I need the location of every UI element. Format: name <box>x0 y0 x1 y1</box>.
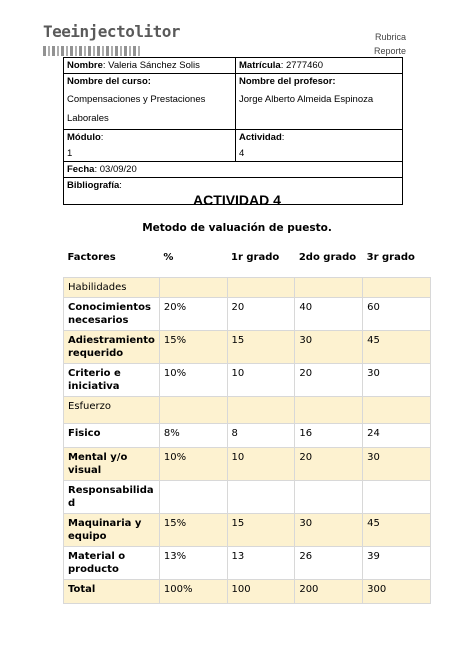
header-reporte: Reporte <box>373 46 406 56</box>
row-percent <box>159 397 227 424</box>
row-grado-2 <box>295 481 363 514</box>
curso-cell <box>64 74 236 130</box>
row-factor: Total <box>64 580 160 604</box>
modulo-colon: : <box>100 132 104 143</box>
bibliografia-colon: : <box>119 180 122 191</box>
table-row <box>64 448 431 481</box>
profesor-cell <box>236 74 403 130</box>
table-row <box>64 481 431 514</box>
row-grado-3: 24 <box>363 424 431 448</box>
header-rubrica: Rubrica <box>374 32 406 42</box>
table-row <box>64 547 431 580</box>
row-grado-1: 10 <box>227 364 295 397</box>
modulo-value: 1 <box>67 148 73 159</box>
row-grado-1: 13 <box>227 547 295 580</box>
row-percent: 10% <box>159 364 227 397</box>
header-grado-1: 1r grado <box>231 252 280 263</box>
row-percent: 15% <box>159 331 227 364</box>
row-grado-1 <box>227 397 295 424</box>
fecha-label: Fecha <box>67 164 95 175</box>
bibliografia-label: Bibliografía <box>67 180 120 191</box>
row-grado-2: 20 <box>295 364 363 397</box>
row-factor: Mental y/o visual <box>64 448 160 481</box>
row-percent: 20% <box>159 298 227 331</box>
row-grado-2 <box>295 278 363 298</box>
matricula-value: : 2777460 <box>280 60 323 71</box>
matricula-label: Matrícula <box>239 60 281 71</box>
actividad-value: 4 <box>239 148 245 159</box>
row-grado-3: 45 <box>363 514 431 547</box>
header-percent: % <box>163 252 174 263</box>
header-grado-3: 3r grado <box>366 252 415 263</box>
curso-label: Nombre del curso: <box>67 76 151 87</box>
row-factor: Esfuerzo <box>64 397 160 424</box>
header-grado-2: 2do grado <box>298 252 357 263</box>
row-grado-2: 16 <box>295 424 363 448</box>
row-percent <box>159 278 227 298</box>
row-factor: Maquinaria y equipo <box>64 514 160 547</box>
fecha-cell <box>64 162 403 178</box>
row-factor: Criterio e iniciativa <box>64 364 160 397</box>
row-grado-1: 8 <box>227 424 295 448</box>
valuation-table <box>63 246 431 604</box>
row-factor: Material o producto <box>64 547 160 580</box>
activity-subtitle: Metodo de valuación de puesto. <box>142 222 332 234</box>
row-percent: 8% <box>159 424 227 448</box>
table-row <box>64 514 431 547</box>
row-grado-1: 10 <box>227 448 295 481</box>
profesor-value: Jorge Alberto Almeida Espinoza <box>239 94 374 105</box>
row-grado-2: 26 <box>295 547 363 580</box>
row-grado-3 <box>363 278 431 298</box>
table-row <box>64 278 431 298</box>
info-table <box>63 57 403 205</box>
row-percent: 100% <box>159 580 227 604</box>
activity-title: ACTIVIDAD 4 <box>193 192 281 208</box>
row-grado-3: 60 <box>363 298 431 331</box>
row-grado-3: 30 <box>363 448 431 481</box>
row-factor: Fisico <box>64 424 160 448</box>
row-grado-3: 300 <box>363 580 431 604</box>
row-factor: Adiestramiento requerido <box>64 331 160 364</box>
row-grado-2 <box>295 397 363 424</box>
row-factor: Responsabilidad <box>64 481 160 514</box>
actividad-cell <box>236 130 403 162</box>
row-grado-1: 20 <box>227 298 295 331</box>
row-grado-3 <box>363 481 431 514</box>
profesor-label: Nombre del profesor: <box>239 76 336 87</box>
header-right <box>374 30 406 58</box>
row-grado-2: 30 <box>295 331 363 364</box>
table-row <box>64 331 431 364</box>
nombre-label: Nombre <box>67 60 103 71</box>
nombre-value: : Valeria Sánchez Solis <box>102 60 200 71</box>
nombre-cell <box>64 58 236 74</box>
row-grado-2: 20 <box>295 448 363 481</box>
matricula-cell <box>236 58 403 74</box>
row-percent <box>159 481 227 514</box>
curso-value: Compensaciones y Prestaciones Laborales <box>67 94 206 124</box>
modulo-label: Módulo <box>67 132 101 143</box>
table-row-total <box>64 580 431 604</box>
row-percent: 15% <box>159 514 227 547</box>
row-grado-3: 39 <box>363 547 431 580</box>
actividad-label: Actividad <box>239 132 282 143</box>
row-percent: 13% <box>159 547 227 580</box>
row-grado-2: 200 <box>295 580 363 604</box>
actividad-colon: : <box>281 132 285 143</box>
row-grado-1: 15 <box>227 514 295 547</box>
row-grado-3 <box>363 397 431 424</box>
fecha-value: : 03/09/20 <box>94 164 137 175</box>
logo-text: Teeinjectolitor <box>43 22 180 41</box>
row-grado-3: 30 <box>363 364 431 397</box>
row-grado-2: 30 <box>295 514 363 547</box>
table-row <box>64 424 431 448</box>
logo <box>43 18 180 60</box>
table-header-row <box>64 246 431 278</box>
logo-stripes <box>43 46 141 56</box>
row-grado-1: 100 <box>227 580 295 604</box>
row-grado-2: 40 <box>295 298 363 331</box>
table-row <box>64 364 431 397</box>
row-grado-3: 45 <box>363 331 431 364</box>
row-grado-1 <box>227 278 295 298</box>
table-row <box>64 298 431 331</box>
header-factores: Factores <box>67 252 116 263</box>
row-grado-1 <box>227 481 295 514</box>
table-row <box>64 397 431 424</box>
modulo-cell <box>64 130 236 162</box>
row-factor: Habilidades <box>64 278 160 298</box>
row-factor: Conocimientos necesarios <box>64 298 160 331</box>
row-percent: 10% <box>159 448 227 481</box>
row-grado-1: 15 <box>227 331 295 364</box>
